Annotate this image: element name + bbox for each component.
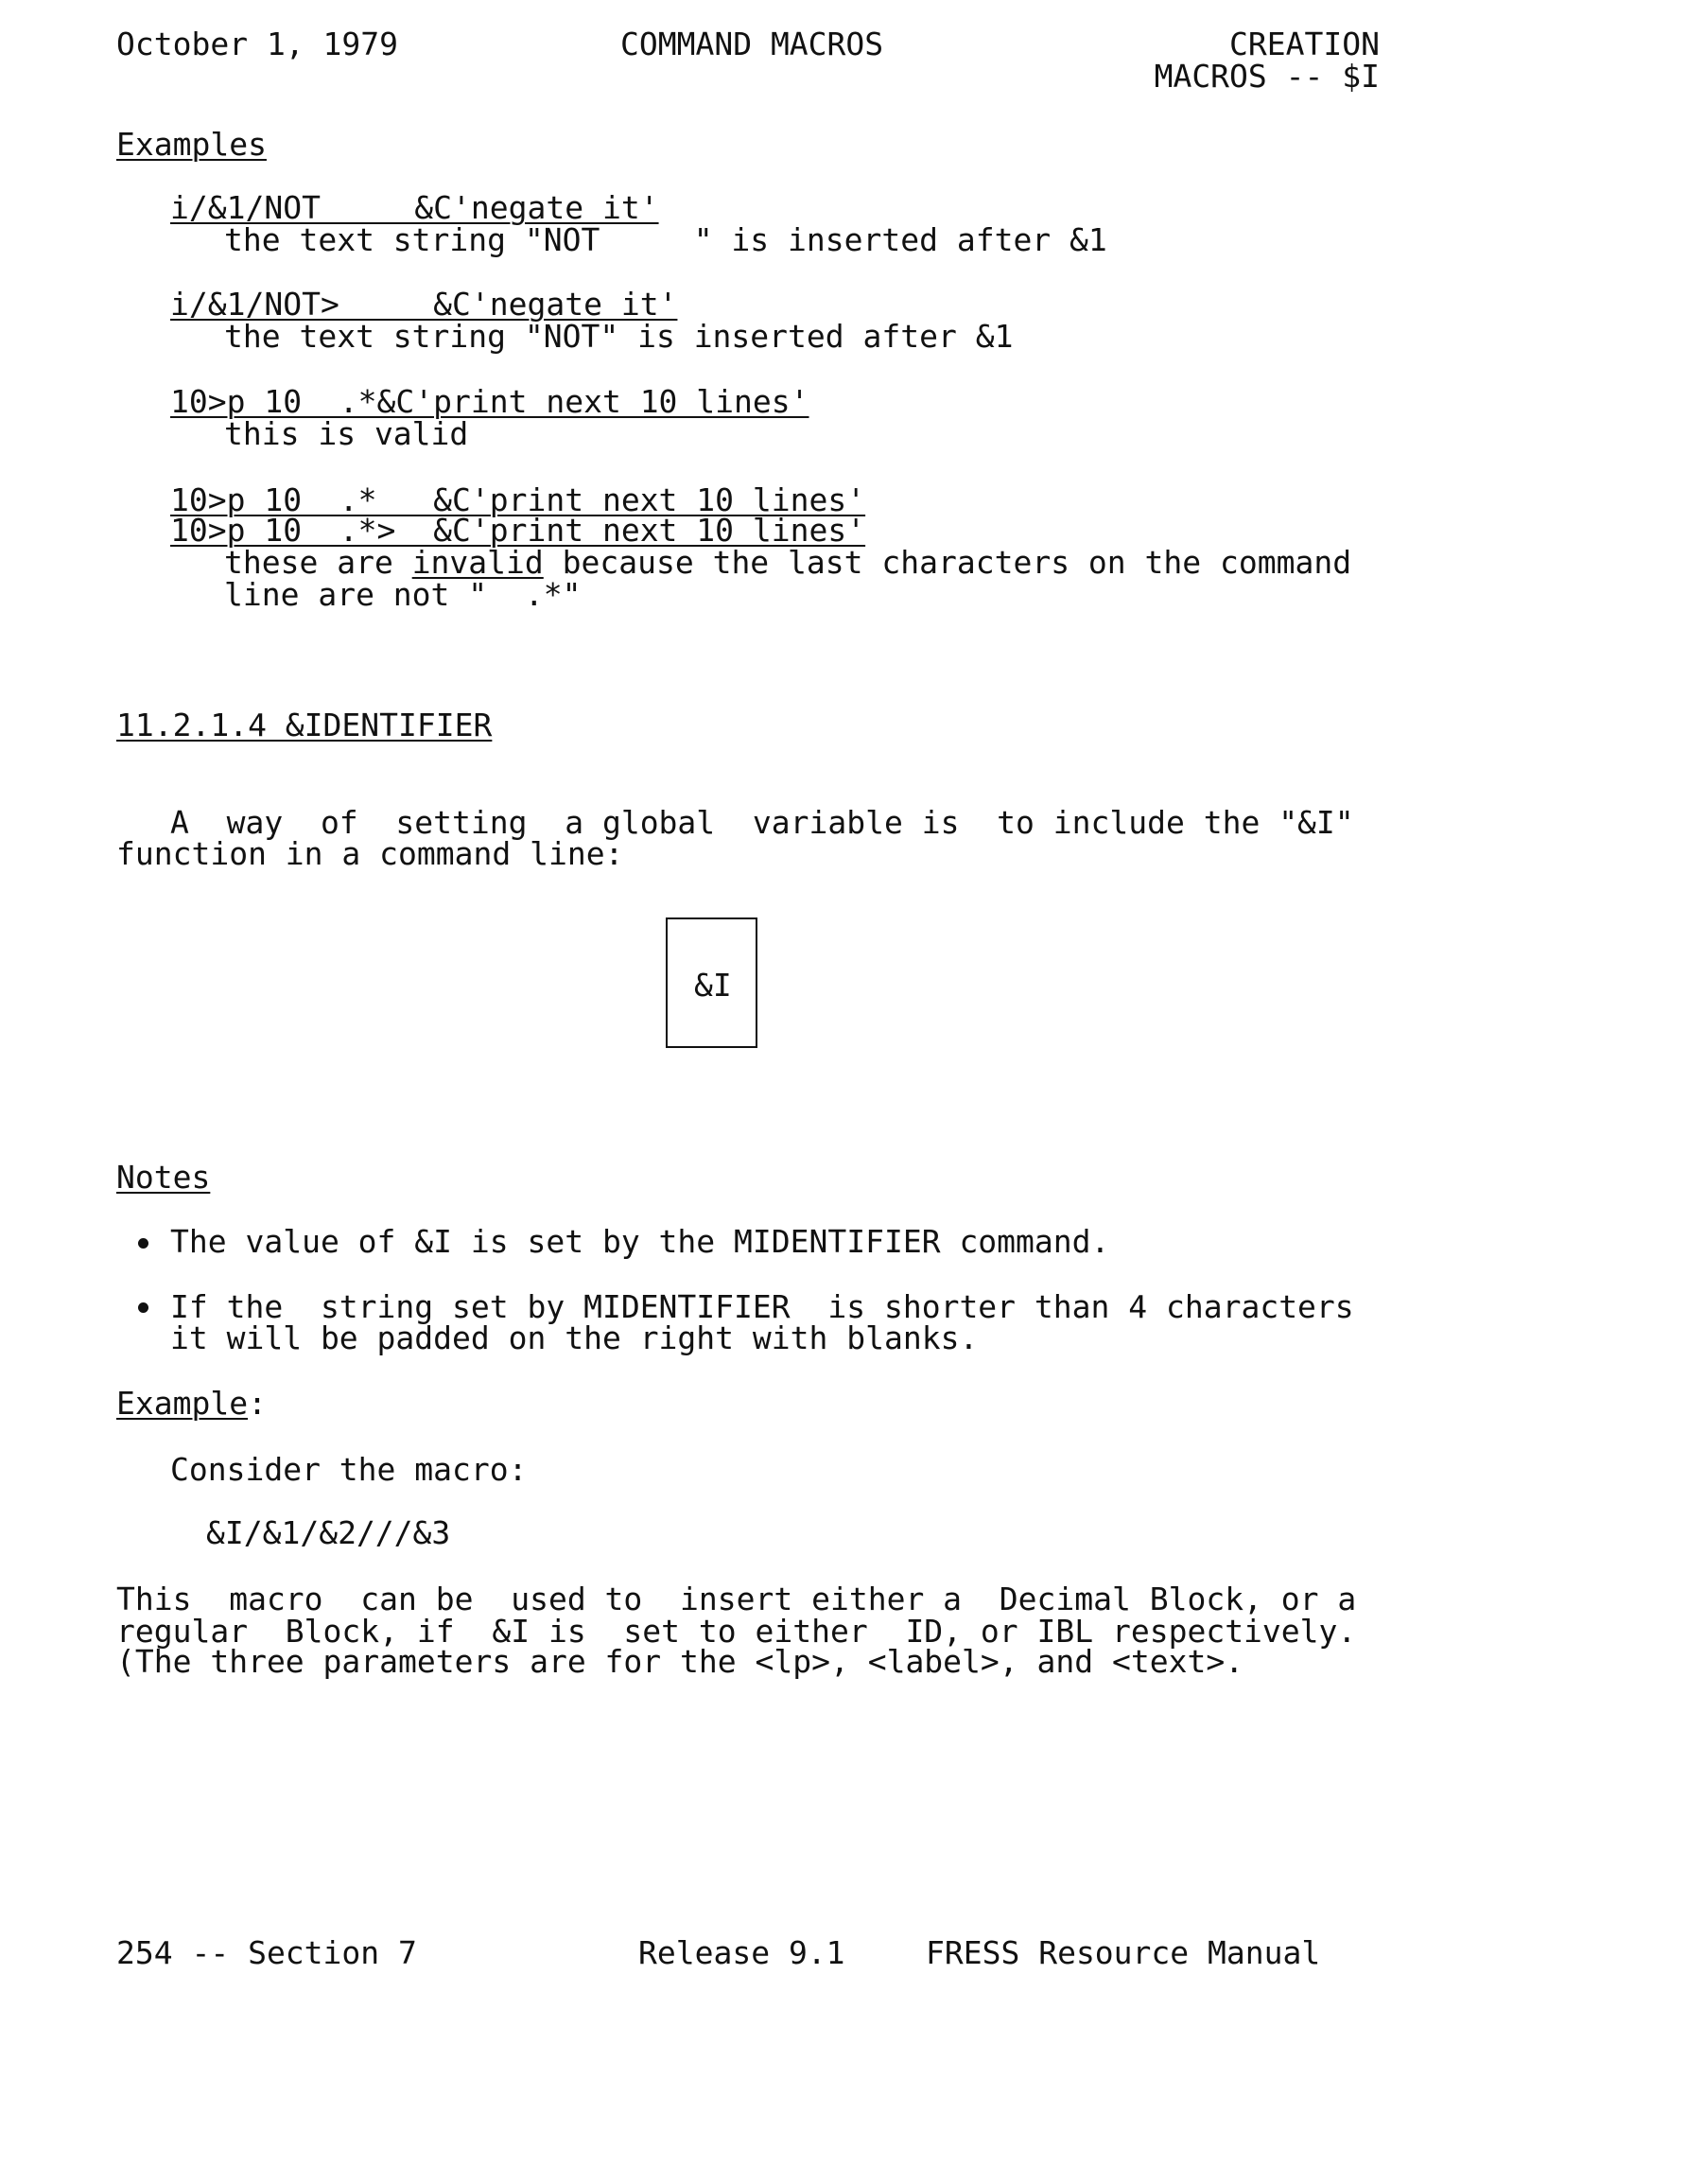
example-para-line1: This macro can be used to insert either a Decimal Block, or a bbox=[116, 1581, 1357, 1617]
example-heading-colon: : bbox=[248, 1385, 267, 1422]
header-title: COMMAND MACROS bbox=[620, 26, 884, 62]
example-heading bbox=[116, 1385, 267, 1422]
example-1-code: i/&1/NOT &C'negate it' bbox=[170, 189, 659, 226]
note-2-line1: If the string set by MIDENTIFIER is shorter than 4 characters bbox=[170, 1288, 1354, 1325]
example-2-desc: the text string "NOT" is inserted after &1 bbox=[224, 318, 1014, 355]
note-1: The value of &I is set by the MIDENTIFIER command. bbox=[170, 1223, 1110, 1260]
footer-page: 254 -- Section 7 bbox=[116, 1934, 417, 1971]
example-4-code-2: 10>p 10 .*> &C'print next 10 lines' bbox=[170, 512, 866, 549]
example-4-desc-2: line are not " .*" bbox=[224, 576, 582, 613]
section-heading: 11.2.1.4 &IDENTIFIER bbox=[116, 707, 493, 743]
identifier-box-label: &I bbox=[694, 967, 732, 1004]
example-4-desc-pre: these are bbox=[224, 544, 412, 581]
bullet-icon bbox=[138, 1238, 148, 1249]
notes-heading: Notes bbox=[116, 1159, 211, 1196]
example-macro: &I/&1/&2///&3 bbox=[206, 1514, 451, 1551]
example-3-desc: this is valid bbox=[224, 415, 469, 452]
example-3-code: 10>p 10 .*&C'print next 10 lines' bbox=[170, 383, 809, 420]
example-4-desc-1 bbox=[224, 544, 1352, 581]
footer-manual: FRESS Resource Manual bbox=[926, 1934, 1321, 1971]
example-4-desc-emphasis: invalid bbox=[411, 544, 544, 581]
example-para-line2: regular Block, if &I is set to either ID, or IBL respectively. bbox=[116, 1613, 1357, 1650]
header-date: October 1, 1979 bbox=[116, 26, 399, 62]
example-heading-text: Example bbox=[116, 1385, 249, 1422]
note-2-line2: it will be padded on the right with blanks. bbox=[170, 1319, 979, 1356]
header-section-line1: CREATION bbox=[1229, 26, 1380, 62]
section-para-line1: A way of setting a global variable is to include the "&I" bbox=[170, 804, 1354, 841]
section-para-line2: function in a command line: bbox=[116, 835, 624, 872]
example-4-desc-post: because the last characters on the command bbox=[543, 544, 1352, 581]
identifier-box bbox=[666, 917, 757, 1048]
example-4-code-1: 10>p 10 .* &C'print next 10 lines' bbox=[170, 481, 866, 518]
example-para-line3: (The three parameters are for the <lp>, <label>, and <text>. bbox=[116, 1643, 1244, 1680]
example-intro: Consider the macro: bbox=[170, 1451, 528, 1488]
header-section-line2: MACROS -- $I bbox=[1154, 58, 1380, 95]
example-1-desc: the text string "NOT " is inserted after &1 bbox=[224, 221, 1107, 258]
examples-heading: Examples bbox=[116, 126, 267, 163]
example-2-code: i/&1/NOT> &C'negate it' bbox=[170, 286, 678, 323]
bullet-icon bbox=[138, 1302, 148, 1313]
footer-release: Release 9.1 bbox=[638, 1934, 845, 1971]
